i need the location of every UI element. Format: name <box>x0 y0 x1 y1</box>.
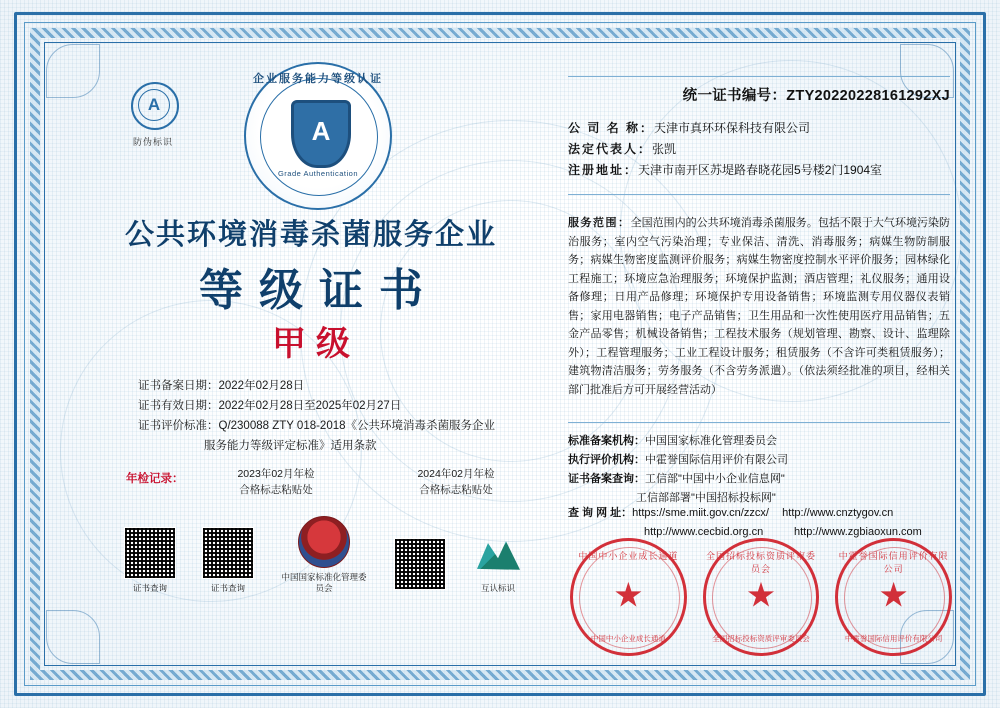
annual-check-slot <box>206 466 346 498</box>
org-row <box>568 432 950 451</box>
service-scope-text: 全国范围内的公共环境消毒杀菌服务。包括不限于大气环境污染防治服务；室内空气污染治理；专业保洁、清洗、消毒服务；病媒生物防制服务；病媒生物密度监测评价服务；病媒生物密度控制水平评价服务；园林绿化工程施工；环境应急治理服务；环境保护监测；酒店管理；礼仪服务；通用设备修理；日用产品修理；环境保护专用设备销售；环境监测专用仪器仪表销售；家用电器销售；电子产品销售；卫生用品和一次性使用医疗用品销售；五金产品零售；机械设备销售；工程技术服务（规划管理、勘察、设计、监理除外）；工程管理服务；工业工程设计服务；租赁服务（不含许可类租赁服务）；建筑物清洁服务；劳务服务（不含劳务派遣）。（依法须经批准的项目，经相关部门批准后方可开展经营活动） <box>568 217 951 396</box>
verification-icons-row <box>122 516 542 594</box>
verification-caption: 证书查询 <box>210 583 245 593</box>
org-label: 证书备案查询： <box>568 473 645 485</box>
badge-letter: A <box>138 89 170 121</box>
service-scope <box>568 214 950 399</box>
field-label: 法定代表人： <box>568 142 653 156</box>
qr-code-icon[interactable] <box>124 527 176 579</box>
verification-caption: 中国国家标准化管理委员会 <box>281 572 367 593</box>
url-link[interactable]: http://www.cecbid.org.cn <box>644 526 764 538</box>
url-link[interactable]: http://www.zgbiaoxun.com <box>794 526 922 538</box>
emblem-letter: A <box>311 116 331 146</box>
verification-item <box>470 533 526 594</box>
certificate-right-panel <box>568 54 950 654</box>
divider <box>568 194 950 195</box>
url-link[interactable]: https://sme.miit.gov.cn/zzcx/ <box>632 507 769 519</box>
annual-check-slot <box>386 466 526 498</box>
anti-counterfeit-label: 防伪标识 <box>132 137 173 147</box>
certificate-details <box>138 376 538 456</box>
field-company-name <box>568 118 950 139</box>
official-seals <box>570 538 952 656</box>
certificate-left-panel <box>56 54 556 654</box>
verification-item <box>278 516 370 594</box>
org-row <box>568 451 950 470</box>
field-value: 天津市南开区苏堤路春晓花园5号楼2门1904室 <box>638 163 883 177</box>
annual-check-line2: 合格标志粘贴处 <box>419 484 493 496</box>
verification-item[interactable] <box>392 538 448 594</box>
seal-bottom-text: 中国中小企业成长通道 <box>590 634 666 643</box>
annual-check-line2: 合格标志粘贴处 <box>239 484 313 496</box>
verification-item[interactable] <box>122 527 178 594</box>
detail-row <box>138 396 538 416</box>
shield-icon <box>291 100 351 168</box>
verification-caption: 证书查询 <box>132 583 167 593</box>
annual-check-boxes <box>206 466 546 498</box>
divider <box>568 422 950 423</box>
org-label: 执行评价机构： <box>568 454 645 466</box>
title-grade: 等级证书 <box>199 266 439 315</box>
verification-caption: 互认标识 <box>480 583 515 593</box>
detail-label: 证书备案日期： <box>138 380 219 392</box>
anti-counterfeit-badge <box>118 78 188 148</box>
official-seal <box>570 538 687 656</box>
annual-check-line1: 2024年02月年检 <box>417 468 495 480</box>
org-value: 中国国家标准化管理委员会 <box>645 435 777 447</box>
national-standard-emblem-icon <box>298 516 350 568</box>
qr-code-icon[interactable] <box>394 538 446 590</box>
qr-code-icon[interactable] <box>202 527 254 579</box>
star-icon: ★ <box>745 576 777 615</box>
seal-bottom-text: 全国招标投标资质评审委员会 <box>712 634 810 643</box>
service-scope-label: 服务范围： <box>568 217 631 229</box>
detail-row <box>138 376 538 396</box>
org-value: 工信部部署"中国招标投标网" <box>636 492 776 504</box>
star-icon: ★ <box>613 576 644 615</box>
page-title: 公共环境消毒杀菌服务企业 <box>124 219 497 251</box>
url-row <box>568 504 950 523</box>
company-fields <box>568 118 950 181</box>
seal-top-text: 中国中小企业成长通道 <box>578 551 679 561</box>
detail-row <box>138 416 538 436</box>
detail-label: 证书有效日期： <box>138 400 219 412</box>
certificate-number-label: 统一证书编号： <box>682 88 787 104</box>
emblem-mid-text: Grade Authentication <box>277 169 359 178</box>
detail-value: 2022年02月28日 <box>218 380 305 392</box>
organizations-list <box>568 432 950 508</box>
detail-label: 证书评价标准： <box>138 420 219 432</box>
divider <box>568 76 950 77</box>
org-label: 标准备案机构： <box>568 435 645 447</box>
emblem-top-text: 企业服务能力等级认证 <box>253 73 383 85</box>
url-label: 查 询 网 址： <box>568 507 633 519</box>
certificate-number <box>683 84 950 105</box>
certificate-number-value: ZTY20220228161292XJ <box>786 88 950 104</box>
grade-authentication-emblem <box>244 62 392 210</box>
anti-counterfeit-icon <box>127 78 179 130</box>
official-seal <box>703 538 820 656</box>
seal-top-text: 中霍誉国际信用评价有限公司 <box>838 551 949 574</box>
mutual-recognition-icon <box>473 533 523 579</box>
official-seal <box>835 538 952 656</box>
field-registered-address <box>568 160 950 181</box>
query-urls <box>568 504 950 542</box>
detail-value: 服务能力等级评定标准》适用条款 <box>204 440 377 452</box>
org-row <box>568 470 950 489</box>
detail-value: Q/230088 ZTY 018-2018《公共环境消毒杀菌服务企业 <box>218 420 496 432</box>
field-value: 张凯 <box>652 142 677 156</box>
seal-bottom-text: 中霍誉国际信用评价有限公司 <box>844 634 943 643</box>
title-level-badge: 甲级 <box>272 325 360 363</box>
annual-check-line1: 2023年02月年检 <box>237 468 315 480</box>
star-icon: ★ <box>878 576 909 615</box>
field-value: 天津市真环环保科技有限公司 <box>654 121 811 135</box>
detail-value: 2022年02月28日至2025年02月27日 <box>218 400 402 412</box>
seal-top-text: 全国招标投标资质评审委员会 <box>706 551 817 574</box>
field-label: 公 司 名 称： <box>568 121 655 135</box>
verification-item[interactable] <box>200 527 256 594</box>
annual-check-label: 年检记录： <box>126 473 184 485</box>
field-legal-representative <box>568 139 950 160</box>
url-link[interactable]: http://www.cnztygov.cn <box>782 507 894 519</box>
org-value: 中霍誉国际信用评价有限公司 <box>645 454 788 466</box>
org-value: 工信部"中国中小企业信息网" <box>645 473 785 485</box>
detail-row-continuation <box>138 436 538 456</box>
field-label: 注册地址： <box>568 163 639 177</box>
